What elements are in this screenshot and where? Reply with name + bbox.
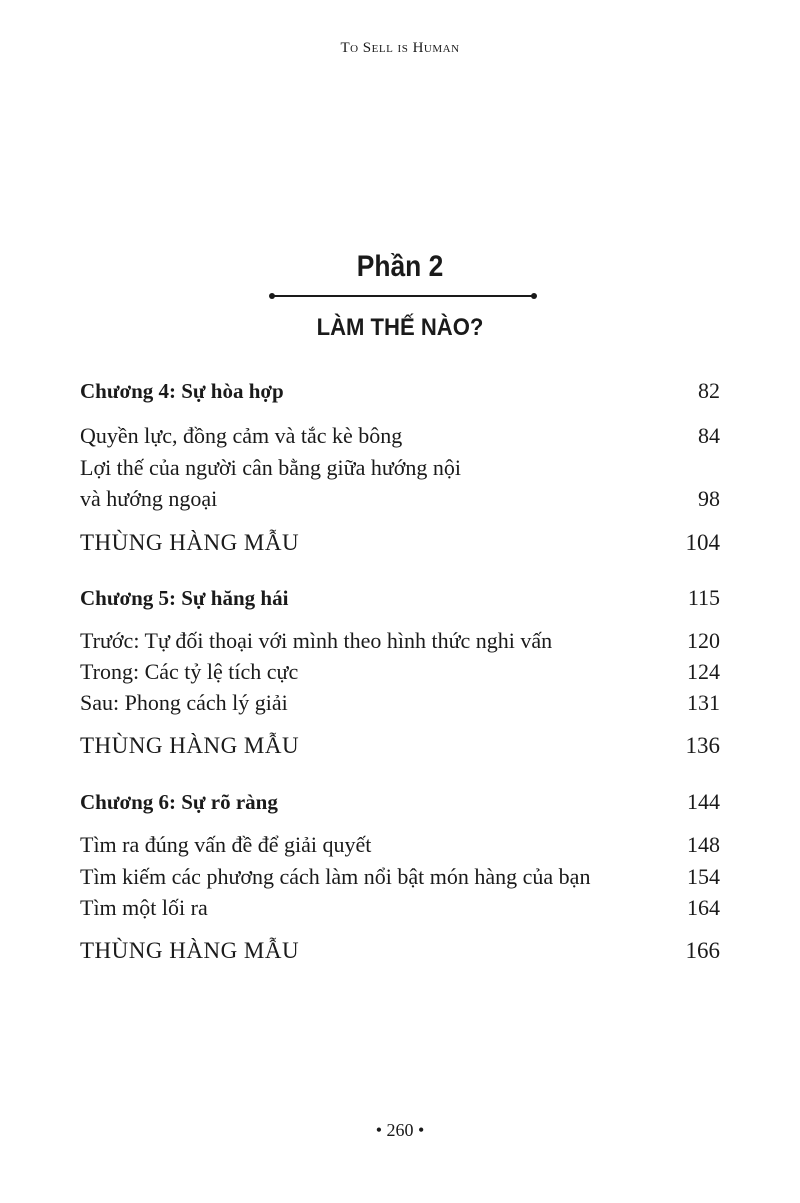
toc-entry-page: 136 <box>685 733 720 758</box>
toc-entry-page: 131 <box>687 690 720 715</box>
toc-sample-box <box>80 938 720 964</box>
part-title: Phần 2 <box>356 250 444 283</box>
toc-entry-page: 148 <box>687 832 720 857</box>
toc-chapter-4 <box>80 378 720 404</box>
toc-entry-title: Lợi thế của người cân bằng giữa hướng nội <box>80 455 462 480</box>
toc-entry-title: và hướng ngoại <box>80 486 218 511</box>
toc-entry-page: 82 <box>698 378 720 403</box>
toc-entry <box>80 423 720 449</box>
toc-entry <box>80 628 720 654</box>
toc-entry <box>80 690 720 716</box>
toc-entry-page: 154 <box>687 864 720 889</box>
toc-entry <box>80 832 720 858</box>
toc-chapter-5 <box>80 585 720 611</box>
part-subtitle: LÀM THẾ NÀO? <box>316 314 484 341</box>
toc-chapter-6 <box>80 789 720 815</box>
toc-entry-page: 124 <box>687 659 720 684</box>
toc-entry-title: Chương 6: Sự rõ ràng <box>80 790 278 814</box>
page-number: • 260 • <box>375 1120 425 1140</box>
toc-entry <box>80 895 720 921</box>
toc-entry-page: 120 <box>687 628 720 653</box>
toc-entry-title: Chương 5: Sự hăng hái <box>80 586 289 610</box>
toc-entry-page: 98 <box>698 486 720 511</box>
toc-entry <box>80 864 720 890</box>
toc-entry-title: THÙNG HÀNG MẪU <box>80 938 300 963</box>
toc-entry-title: Chương 4: Sự hòa hợp <box>80 379 284 403</box>
toc-entry-title: Tìm ra đúng vấn đề để giải quyết <box>80 832 372 857</box>
toc-entry-title: Trong: Các tỷ lệ tích cực <box>80 659 299 684</box>
toc-entry-title: Trước: Tự đối thoại với mình theo hình thức nghi vấn <box>80 628 553 653</box>
toc-entry-page: 84 <box>698 423 720 448</box>
toc-entry <box>80 659 720 685</box>
toc-entry-title: Tìm kiếm các phương cách làm nổi bật món hàng của bạn <box>80 864 591 889</box>
toc-entry-title: Tìm một lối ra <box>80 895 208 920</box>
running-header: To Sell is Human <box>340 40 460 56</box>
toc-entry-page: 166 <box>685 938 720 963</box>
toc-entry <box>80 455 720 481</box>
toc-entry-title: Sau: Phong cách lý giải <box>80 690 288 715</box>
toc-entry-title: THÙNG HÀNG MẪU <box>80 733 300 758</box>
toc-entry-title: Quyền lực, đồng cảm và tắc kè bông <box>80 423 403 448</box>
toc-sample-box <box>80 530 720 556</box>
toc-entry-page: 144 <box>687 789 720 814</box>
toc-entry-page: 115 <box>687 585 720 610</box>
toc-sample-box <box>80 733 720 759</box>
toc-entry <box>80 486 720 512</box>
toc-entry-title: THÙNG HÀNG MẪU <box>80 530 300 555</box>
toc-entry-page: 104 <box>685 530 720 555</box>
toc-entry-page: 164 <box>687 895 720 920</box>
